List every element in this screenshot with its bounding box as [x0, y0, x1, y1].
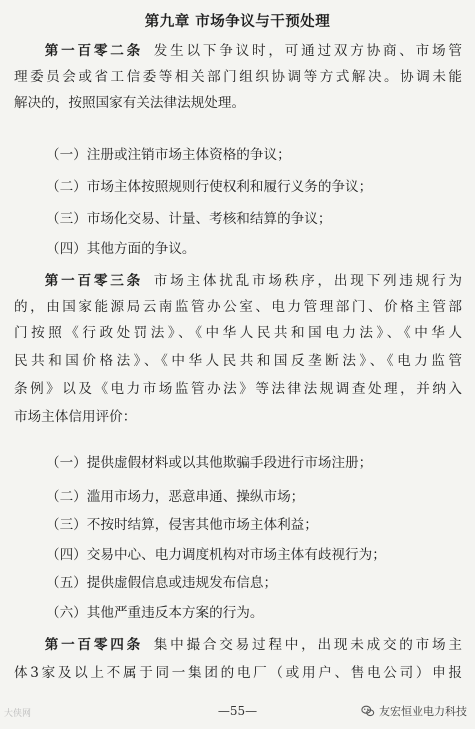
- article-104-label: 第一百零四条: [42, 637, 143, 653]
- article-104-line-1: [14, 636, 462, 654]
- article-103-item-3: （三）不按时结算，侵害其他市场主体利益；: [46, 517, 318, 533]
- article-104-text: 集中撮合交易过程中，出现未成交的市场主: [151, 637, 463, 653]
- article-102-item-3: （三）市场化交易、计量、考核和结算的争议；: [46, 211, 332, 227]
- article-103-item-2: （二）滥用市场力，恶意串通、操纵市场；: [46, 489, 305, 505]
- article-103-item-1: （一）提供虚假材料或以其他欺骗手段进行市场注册；: [46, 455, 373, 471]
- article-103-line-3: 门按照《行政处罚法》、《中华人民共和国电力法》、《中华人: [14, 325, 462, 341]
- article-103-text: 市场主体扰乱市场秩序，出现下列违规行为: [151, 273, 463, 289]
- article-103-item-4: （四）交易中心、电力调度机构对市场主体有歧视行为；: [46, 547, 386, 563]
- watermark-left: 大侠网: [4, 709, 32, 719]
- article-104-line-2: 体3家及以上不属于同一集团的电厂（或用户、售电公司）申报: [14, 665, 462, 681]
- chapter-title: 第九章 市场争议与干预处理: [144, 14, 331, 30]
- article-102-text: 发生以下争议时，可通过双方协商、市场管: [151, 43, 463, 59]
- article-103-line-2: 的，由国家能源局云南监管办公室、电力管理部门、价格主管部: [14, 299, 462, 315]
- watermark-right-text: 友宏恒业电力科技: [379, 705, 467, 718]
- article-103-line-1: [14, 272, 462, 290]
- watermark-right: [361, 703, 467, 719]
- article-102-line-2: 理委员会或省工信委等相关部门组织协调等方式解决。协调未能: [14, 69, 462, 85]
- article-102-label: 第一百零二条: [42, 43, 143, 59]
- wechat-icon: [361, 704, 375, 718]
- page-number: —55—: [217, 704, 258, 718]
- article-103-item-5: （五）提供虚假信息或违规发布信息；: [46, 575, 278, 591]
- article-103-line-5: 条例》以及《电力市场监管办法》等法律法规调查处理，并纳入: [14, 381, 462, 397]
- article-102-item-2: （二）市场主体按照规则行使权利和履行义务的争议；: [46, 179, 373, 195]
- article-102-item-1: （一）注册或注销市场主体资格的争议；: [46, 147, 291, 163]
- article-103-item-6: （六）其他严重违反本方案的行为。: [46, 605, 264, 621]
- article-103-label: 第一百零三条: [42, 273, 143, 289]
- article-103-line-4: 民共和国价格法》、《中华人民共和国反垄断法》、《电力监管: [14, 353, 462, 369]
- article-102-line-1: [14, 42, 462, 60]
- article-102-line-3: 解决的，按照国家有关法律法规处理。: [14, 95, 246, 111]
- article-103-line-6: 市场主体信用评价：: [14, 409, 137, 425]
- article-102-item-4: （四）其他方面的争议。: [46, 241, 196, 257]
